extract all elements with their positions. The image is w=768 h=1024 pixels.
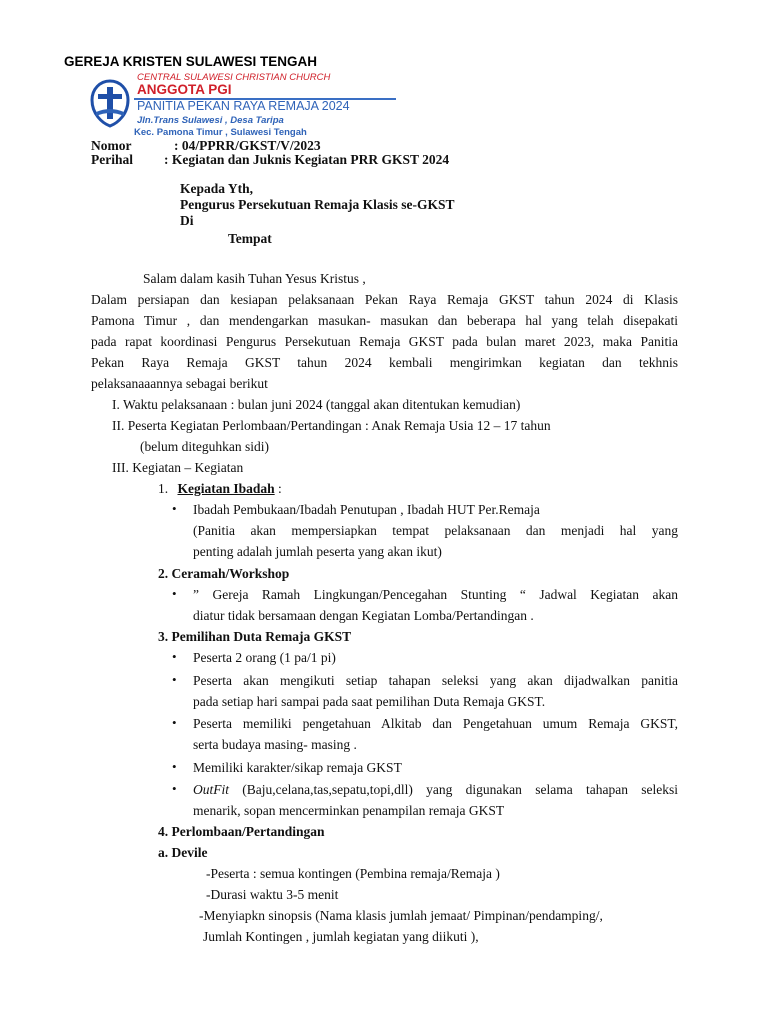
ibadah-item-1: Ibadah Pembukaan/Ibadah Penutupan , Ibadah HUT Per.Remaja: [193, 502, 540, 517]
intro-line-1: Dalam persiapan dan kesiapan pelaksanaan Pekan Raya Remaja GKST tahun 2024 di Klasis: [91, 292, 678, 307]
bullet-icon: •: [172, 715, 177, 730]
section-i: I. Waktu pelaksanaan : bulan juni 2024 (tanggal akan ditentukan kemudian): [112, 397, 521, 412]
bullet-icon: •: [172, 649, 177, 664]
di-label: Di: [180, 213, 194, 228]
bullet-icon: •: [172, 759, 177, 774]
tempat-label: Tempat: [228, 231, 272, 246]
bullet-icon: •: [172, 501, 177, 516]
duta-heading: 3. Pemilihan Duta Remaja GKST: [158, 629, 352, 644]
duta-item-3-line-2: serta budaya masing- masing .: [193, 737, 357, 752]
recipient: Pengurus Persekutuan Remaja Klasis se-GKST: [180, 197, 455, 212]
duta-item-5-line-2: menarik, sopan mencerminkan penampilan remaja GKST: [193, 803, 505, 818]
perihal-label: Perihal: [91, 152, 133, 167]
ibadah-item-1-line-2: (Panitia akan mempersiapkan tempat pelaksanaan dan menjadi hal yang: [193, 523, 678, 538]
ibadah-colon: :: [274, 481, 282, 496]
ceramah-item-1-line-2: diatur tidak bersamaan dengan Kegiatan Lomba/Pertandingan .: [193, 608, 534, 623]
devile-line-1: -Peserta : semua kontingen (Pembina remaja/Remaja ): [206, 866, 500, 881]
section-ii-cont: (belum diteguhkan sidi): [140, 439, 269, 454]
nomor-label: Nomor: [91, 138, 132, 153]
duta-item-5: [193, 780, 678, 800]
church-name: GEREJA KRISTEN SULAWESI TENGAH: [64, 54, 318, 69]
devile-heading: a. Devile: [158, 845, 208, 860]
section-ii: II. Peserta Kegiatan Perlombaan/Pertandingan : Anak Remaja Usia 12 – 17 tahun: [112, 418, 551, 433]
section-iii: III. Kegiatan – Kegiatan: [112, 460, 244, 475]
church-name-en: CENTRAL SULAWESI CHRISTIAN CHURCH: [137, 72, 331, 83]
intro-line-3: pada rapat koordinasi Pengurus Persekutuan Remaja GKST pada bulan maret 2023, maka Panitia: [91, 334, 678, 349]
duta-item-4: Memiliki karakter/sikap remaja GKST: [193, 760, 402, 775]
devile-line-2: -Durasi waktu 3-5 menit: [206, 887, 339, 902]
church-logo-icon: [88, 78, 132, 128]
greeting: Salam dalam kasih Tuhan Yesus Kristus ,: [143, 271, 366, 286]
intro-line-5: pelaksanaaannya sebagai berikut: [91, 376, 268, 391]
bullet-icon: •: [172, 586, 177, 601]
devile-line-4: Jumlah Kontingen , jumlah kegiatan yang diikuti ),: [203, 929, 479, 944]
lomba-heading: 4. Perlombaan/Pertandingan: [158, 824, 325, 839]
ibadah-number: 1.: [158, 481, 169, 496]
duta-item-2-line-2: pada setiap hari sampai pada saat pemilihan Duta Remaja GKST.: [193, 694, 546, 709]
duta-item-2: Peserta akan mengikuti setiap tahapan seleksi yang akan dijadwalkan panitia: [193, 673, 678, 688]
ceramah-item-1: ” Gereja Ramah Lingkungan/Pencegahan Stunting “ Jadwal Kegiatan akan: [193, 587, 678, 602]
outfit-term: OutFit: [193, 782, 229, 797]
bullet-icon: •: [172, 672, 177, 687]
member-label: ANGGOTA PGI: [137, 82, 232, 97]
nomor-value: : 04/PPRR/GKST/V/2023: [174, 138, 321, 153]
kepada-yth: Kepada Yth,: [180, 181, 254, 196]
ibadah-item-1-line-3: penting adalah jumlah peserta yang akan ikut): [193, 544, 442, 559]
address-line-2: Kec. Pamona Timur , Sulawesi Tengah: [134, 127, 307, 138]
perihal-value: : Kegiatan dan Juknis Kegiatan PRR GKST 2024: [164, 152, 450, 167]
devile-line-3: -Menyiapkn sinopsis (Nama klasis jumlah jemaat/ Pimpinan/pendamping/,: [199, 908, 603, 923]
duta-item-1: Peserta 2 orang (1 pa/1 pi): [193, 650, 336, 665]
ceramah-heading: 2. Ceramah/Workshop: [158, 566, 290, 581]
committee-name: PANITIA PEKAN RAYA REMAJA 2024: [137, 99, 350, 113]
ibadah-heading: [158, 479, 282, 499]
intro-line-4: Pekan Raya Remaja GKST tahun 2024 kembali mengirimkan kegiatan dan tekhnis: [91, 355, 678, 370]
ibadah-title: Kegiatan Ibadah: [177, 481, 275, 496]
duta-item-5-text: (Baju,celana,tas,sepatu,topi,dll) yang digunakan selama tahapan seleksi: [229, 782, 678, 797]
duta-item-3: Peserta memiliki pengetahuan Alkitab dan Pengetahuan umum Remaja GKST,: [193, 716, 678, 731]
address-line-1: Jln.Trans Sulawesi , Desa Taripa: [137, 115, 284, 126]
intro-line-2: Pamona Timur , dan mendengarkan masukan- masukan dan beberapa hal yang telah disepakati: [91, 313, 678, 328]
bullet-icon: •: [172, 781, 177, 796]
